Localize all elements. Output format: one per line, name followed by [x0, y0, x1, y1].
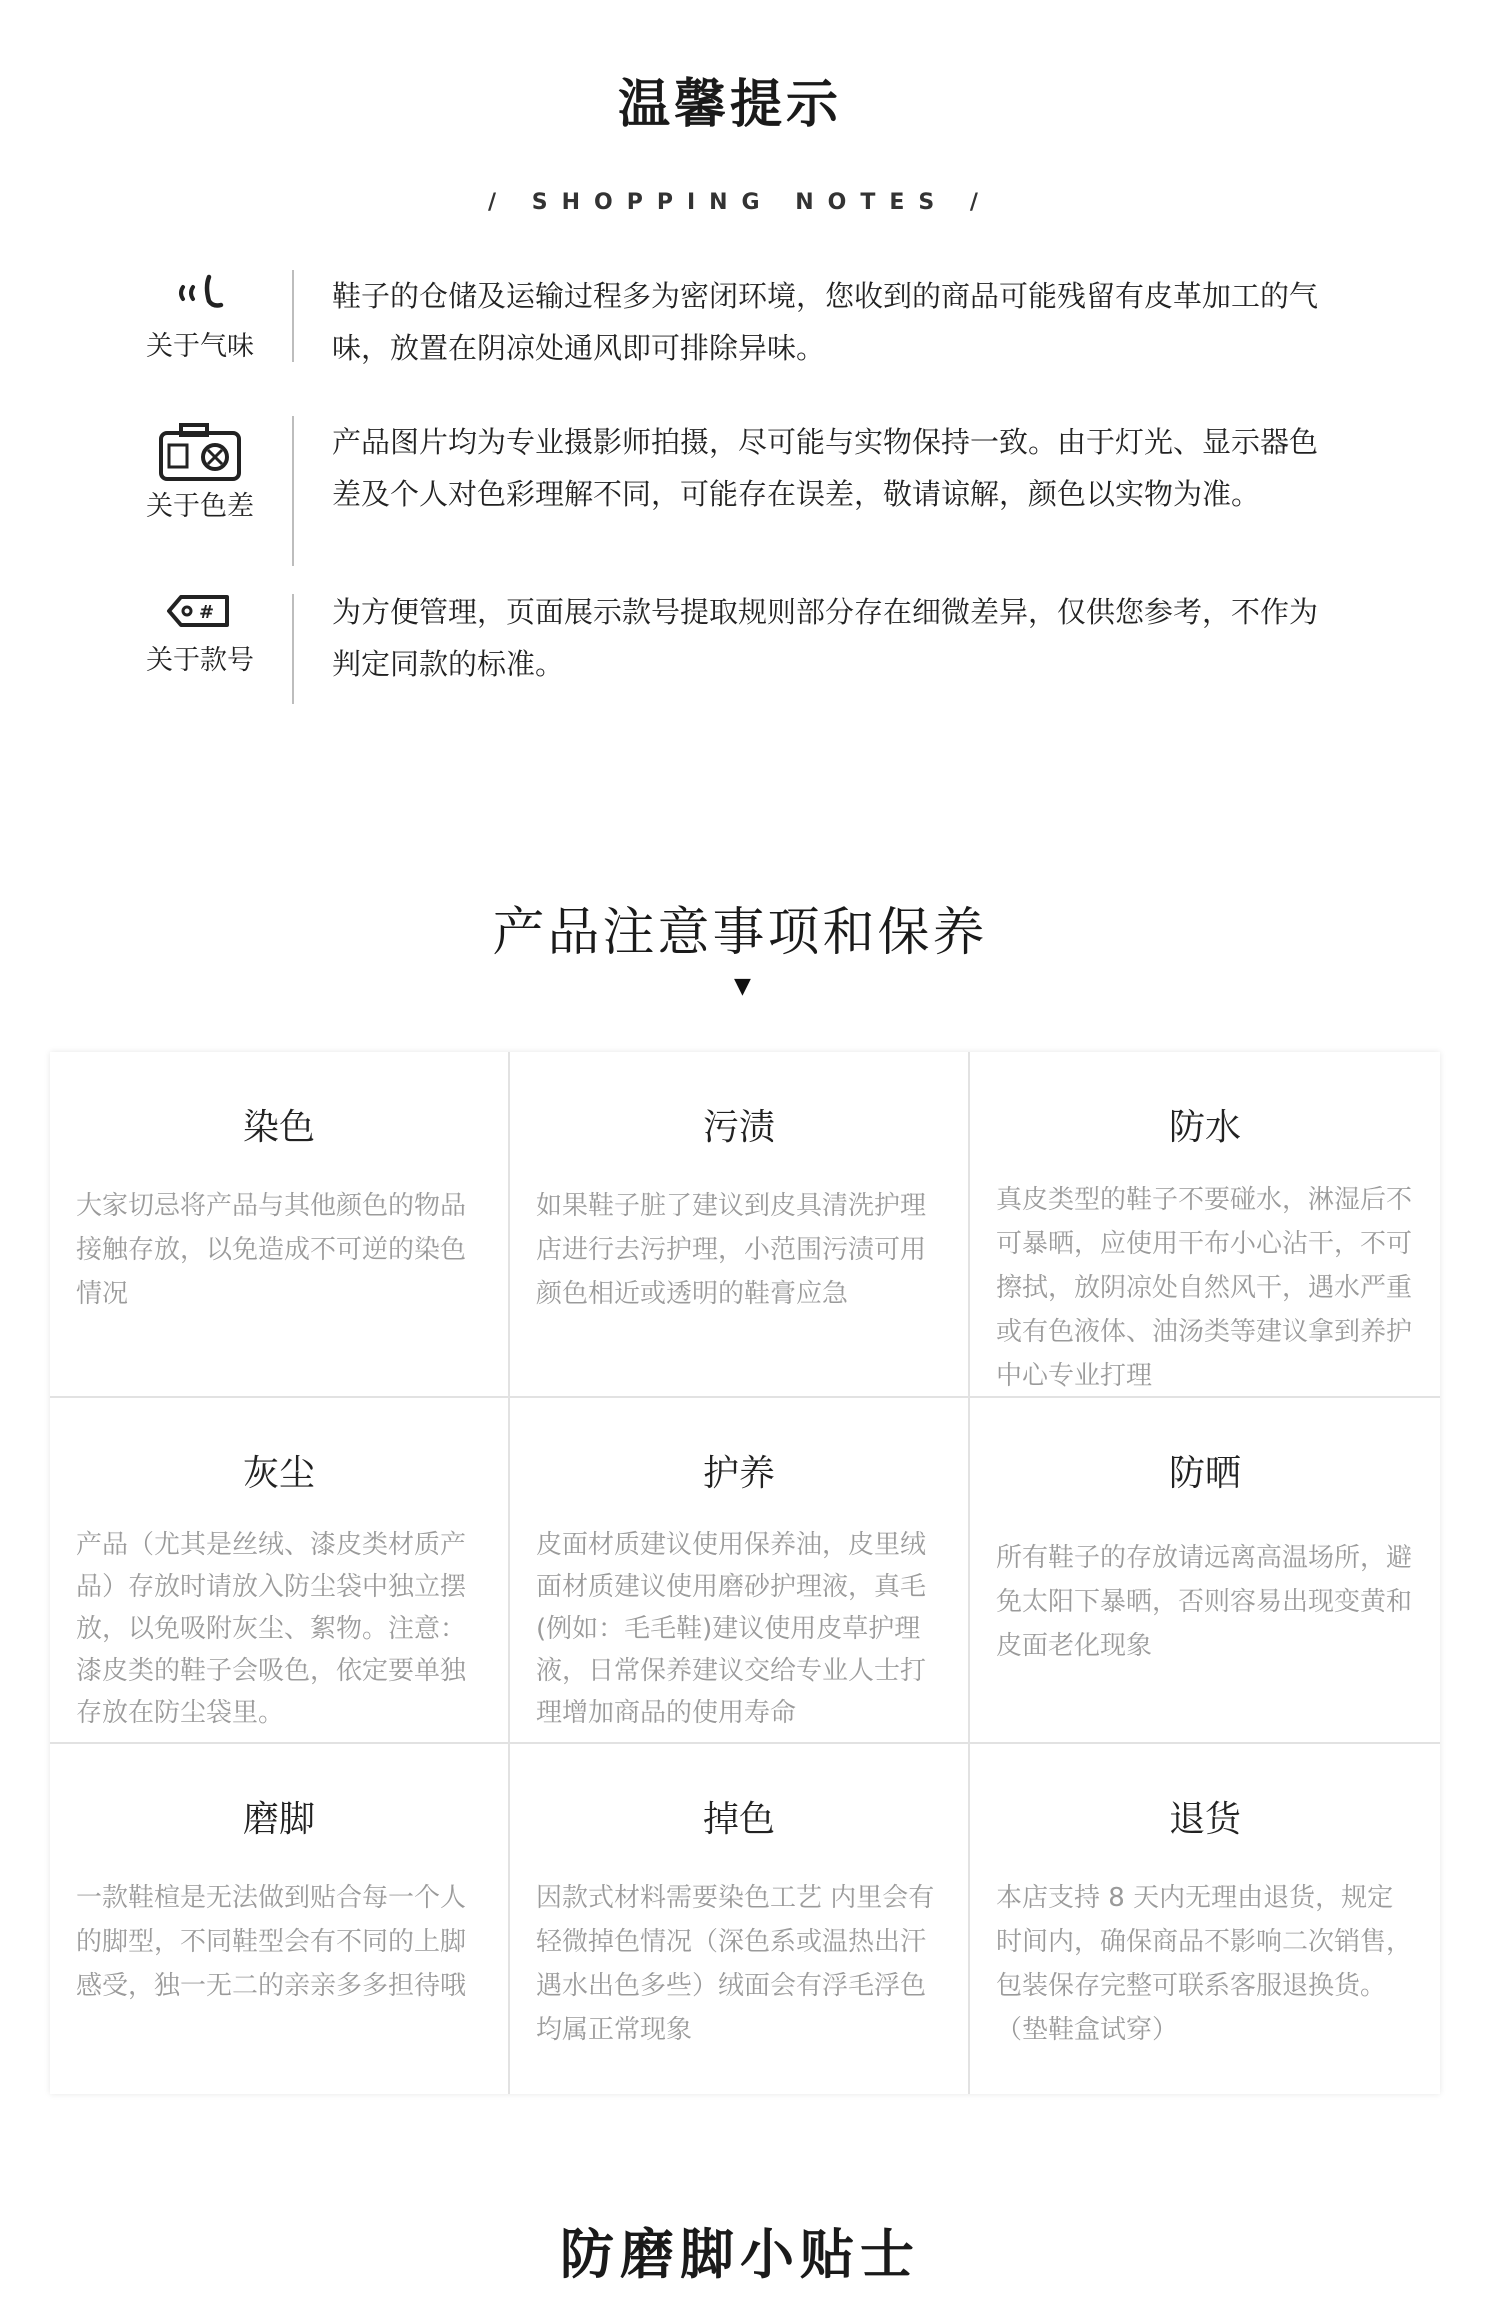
care-cell-title: 护养 [702, 1453, 775, 1494]
warm-tips-title: 温馨提示 [617, 75, 842, 135]
svg-text:#: # [199, 602, 215, 623]
care-cell-waterproof [970, 1052, 1440, 1398]
care-cell-dust [50, 1398, 510, 1744]
note-label-color: 关于色差 [146, 491, 254, 522]
smell-icon [155, 262, 245, 322]
note-divider [292, 270, 294, 362]
care-cell-text: 真皮类型的鞋子不要碰水，淋湿后不可暴晒，应使用干布小心沾干，不可擦拭，放阴凉处自然风干，遇水严重或有色液体、油汤类等建议拿到养护中心专业打理 [996, 1185, 1413, 1391]
care-cell-stain [510, 1052, 970, 1398]
care-cell-title: 灰尘 [242, 1453, 315, 1494]
care-cell-title: 防晒 [1168, 1453, 1241, 1494]
note-divider [292, 416, 294, 566]
care-cell-fading [510, 1744, 970, 2094]
note-style-no [130, 586, 1380, 726]
care-cell-dye [50, 1052, 510, 1398]
care-cell-text: 大家切忌将产品与其他颜色的物品接触存放，以免造成不可逆的染色情况 [76, 1191, 467, 1309]
down-arrow-icon: ▼ [734, 974, 751, 999]
note-text-smell: 鞋子的仓储及运输过程多为密闭环境，您收到的商品可能残留有皮革加工的气味，放置在阴凉处通风即可排除异味。 [332, 279, 1319, 365]
note-label-smell: 关于气味 [146, 331, 254, 362]
care-cell-title: 防水 [1168, 1107, 1241, 1148]
care-cell-text: 如果鞋子脏了建议到皮具清洗护理店进行去污护理，小范围污渍可用颜色相近或透明的鞋膏应急 [536, 1191, 927, 1309]
care-cell-maintenance [510, 1398, 970, 1744]
care-cell-chafing [50, 1744, 510, 2094]
note-smell [130, 262, 1380, 412]
notes-list [130, 262, 1380, 726]
care-cell-text: 所有鞋子的存放请远离高温场所，避免太阳下暴晒，否则容易出现变黄和皮面老化现象 [996, 1543, 1413, 1661]
care-cell-text: 因款式材料需要染色工艺 内里会有轻微掉色情况（深色系或温热出汗遇水出色多些）绒面会有浮毛浮色均属正常现象 [536, 1883, 935, 2045]
care-cell-title: 掉色 [702, 1799, 775, 1840]
note-label-style-no: 关于款号 [146, 645, 254, 676]
care-cell-text: 一款鞋楦是无法做到贴合每一个人的脚型，不同鞋型会有不同的上脚感受，独一无二的亲亲多多担待哦 [76, 1883, 467, 2001]
care-cell-returns [970, 1744, 1440, 2094]
care-cell-title: 污渍 [702, 1107, 775, 1148]
note-text-style-no: 为方便管理，页面展示款号提取规则部分存在细微差异，仅供您参考，不作为判定同款的标准。 [332, 595, 1319, 681]
care-cell-title: 染色 [242, 1107, 315, 1148]
note-divider [292, 594, 294, 704]
camera-icon [155, 422, 245, 482]
shopping-notes-subtitle: / SHOPPING NOTES / [488, 190, 992, 215]
care-cell-text: 皮面材质建议使用保养油，皮里绒面材质建议使用磨砂护理液，真毛(例如：毛毛鞋)建议使用皮草护理液，日常保养建议交给专业人士打理增加商品的使用寿命 [536, 1530, 927, 1728]
note-color [130, 408, 1380, 578]
care-cell-sun [970, 1398, 1440, 1744]
care-cell-title: 退货 [1168, 1799, 1241, 1840]
care-cell-title: 磨脚 [242, 1799, 315, 1840]
note-text-color: 产品图片均为专业摄影师拍摄，尽可能与实物保持一致。由于灯光、显示器色差及个人对色彩理解不同，可能存在误差，敬请谅解，颜色以实物为准。 [332, 425, 1319, 511]
care-cell-text: 本店支持 8 天内无理由退货，规定时间内，确保商品不影响二次销售，包装保存完整可联系客服退换货。（垫鞋盒试穿） [996, 1883, 1413, 2045]
tag-icon [155, 586, 245, 636]
care-title: 产品注意事项和保养 [492, 903, 988, 963]
care-cell-text: 产品（尤其是丝绒、漆皮类材质产品）存放时请放入防尘袋中独立摆放，以免吸附灰尘、絮物。注意：漆皮类的鞋子会吸色，依定要单独存放在防尘袋里。 [76, 1530, 467, 1728]
anti-chafing-tips-title: 防磨脚小贴士 [560, 2223, 920, 2286]
care-grid [50, 1052, 1440, 2094]
